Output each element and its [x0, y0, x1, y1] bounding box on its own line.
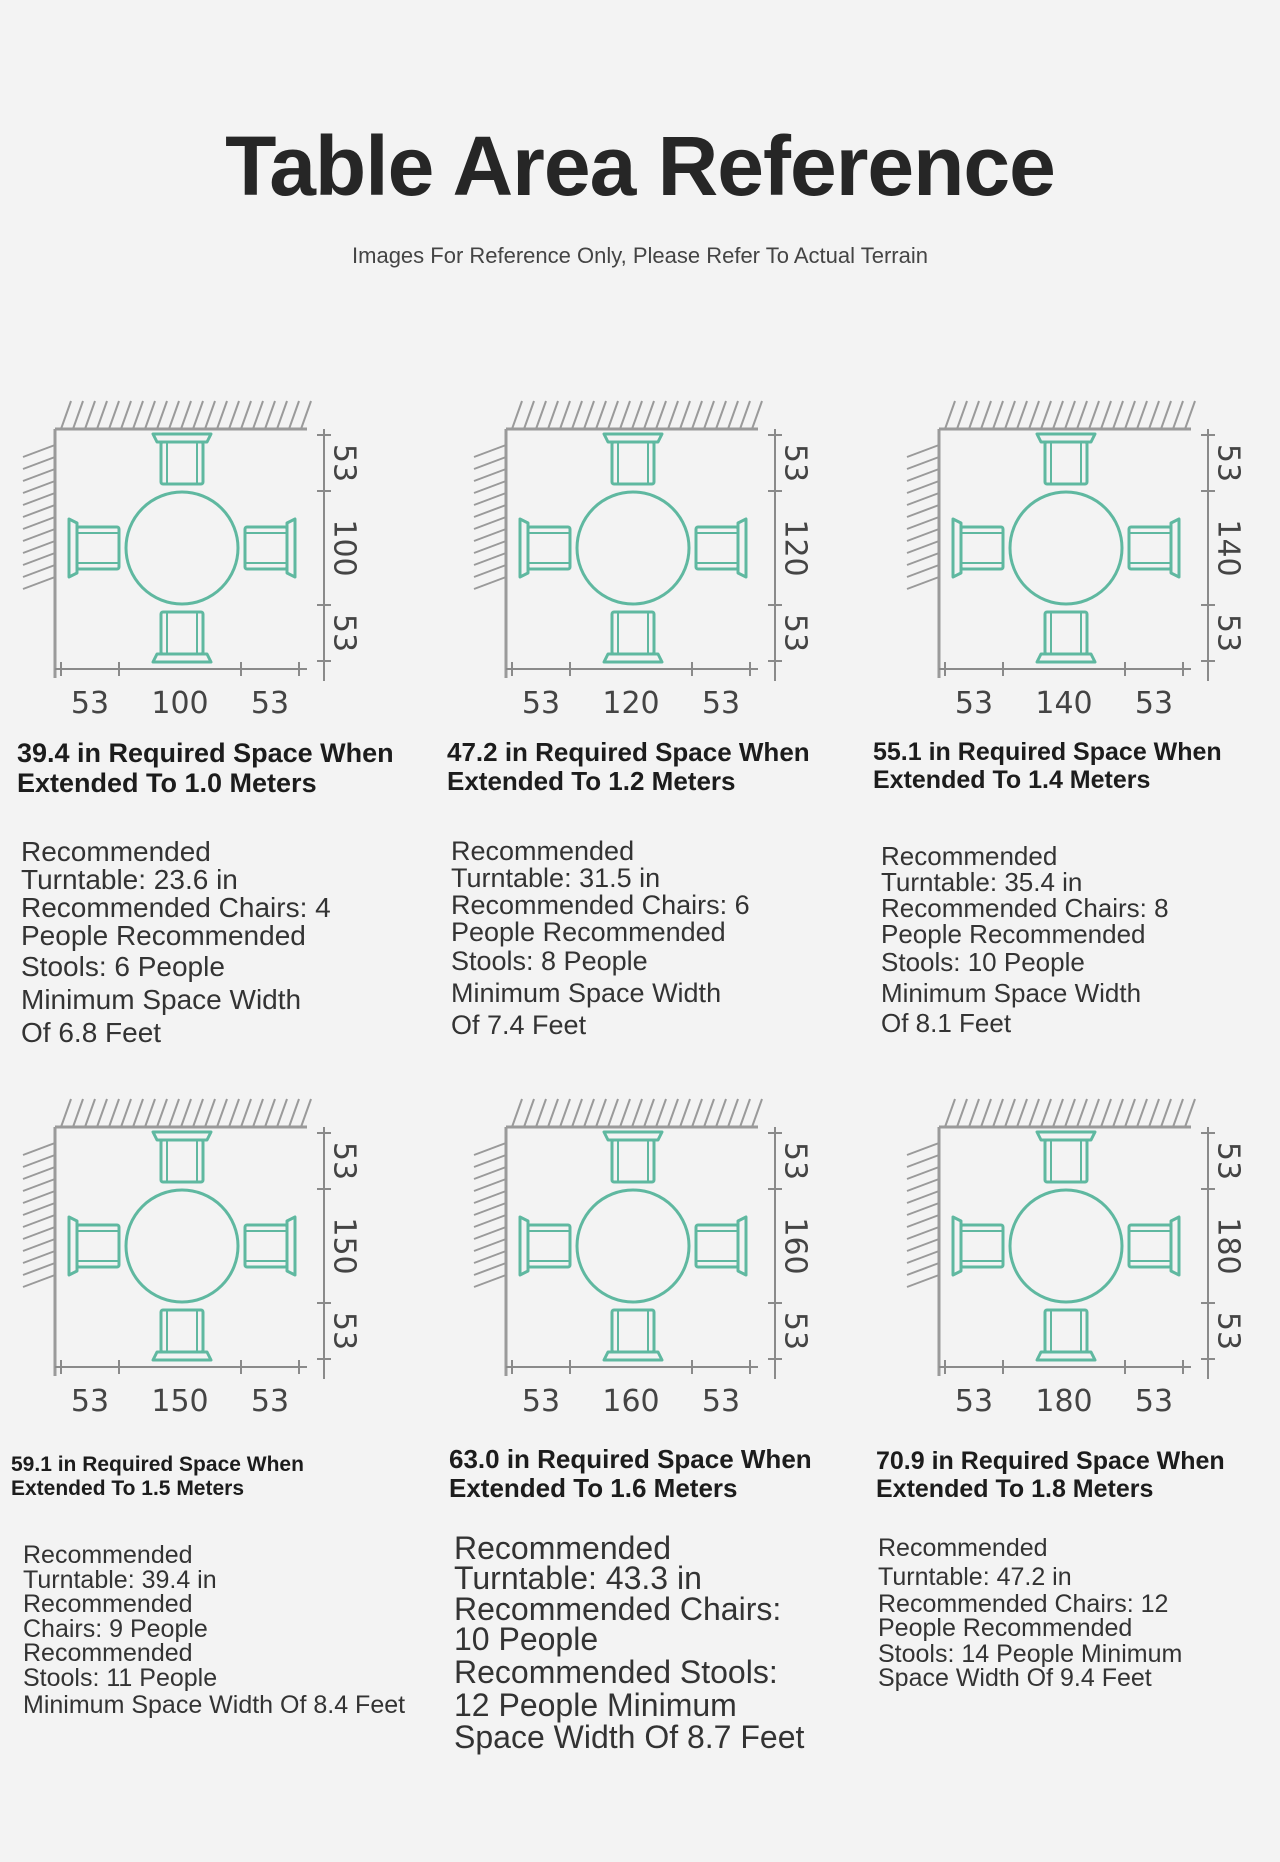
diagram-svg	[15, 1093, 365, 1423]
recommendation-details	[881, 843, 1169, 1039]
round-table	[577, 492, 689, 604]
detail-line: Recommended	[23, 1541, 193, 1569]
headline-line: 70.9 in Required Space When	[876, 1447, 1225, 1475]
chair-icon	[953, 519, 1003, 577]
round-table	[577, 1190, 689, 1302]
chair-icon	[1129, 1217, 1179, 1275]
detail-line: Stools: 8 People	[451, 946, 648, 976]
detail-line: Recommended Chairs: 6	[451, 890, 750, 920]
diagram-svg	[899, 1093, 1249, 1423]
dim-right-top: 53	[1210, 443, 1246, 483]
detail-line: Minimum Space Width	[21, 984, 302, 1016]
table-layout-diagram	[466, 395, 816, 730]
round-table	[126, 492, 238, 604]
chair-icon	[153, 1310, 211, 1360]
detail-line: Of 7.4 Feet	[451, 1009, 587, 1040]
detail-line: Recommended	[23, 1590, 193, 1618]
chair-icon	[604, 434, 662, 484]
recommendation-details	[878, 1534, 1183, 1692]
chair-icon	[153, 612, 211, 662]
dim-bottom-right: 53	[1134, 1384, 1174, 1419]
headline-line: 47.2 in Required Space When	[447, 737, 810, 767]
chair-icon	[245, 519, 295, 577]
chair-icon	[69, 1217, 119, 1275]
detail-line: Minimum Space Width	[451, 977, 722, 1008]
round-table	[1010, 492, 1122, 604]
dim-right-top: 53	[777, 443, 813, 483]
headline-line: Extended To 1.6 Meters	[449, 1473, 738, 1504]
dim-right-diameter: 160	[777, 1217, 813, 1275]
dim-right-diameter: 180	[1210, 1217, 1246, 1275]
detail-line: Of 6.8 Feet	[21, 1017, 162, 1049]
chair-icon	[153, 434, 211, 484]
detail-line: Recommended Stools:	[454, 1653, 778, 1690]
dim-bottom-right: 53	[250, 686, 290, 721]
chair-icon	[604, 1310, 662, 1360]
chair-icon	[69, 519, 119, 577]
dim-bottom-right: 53	[701, 686, 741, 721]
dim-right-diameter: 120	[777, 519, 813, 577]
chair-icon	[245, 1217, 295, 1275]
chair-icon	[696, 1217, 746, 1275]
round-table	[126, 1190, 238, 1302]
detail-line: Stools: 11 People	[23, 1663, 218, 1692]
detail-line: Recommended Chairs: 12	[878, 1590, 1169, 1619]
detail-line: Turntable: 47.2 in	[878, 1562, 1072, 1591]
chair-icon	[520, 519, 570, 577]
detail-line: Recommended Chairs:	[454, 1590, 782, 1627]
chair-icon	[1037, 434, 1095, 484]
table-layout-diagram	[899, 395, 1249, 730]
detail-line: Of 8.1 Feet	[881, 1008, 1012, 1039]
page-title: Table Area Reference	[225, 119, 1055, 213]
detail-line: People Recommended	[21, 920, 306, 951]
required-space-headline	[873, 738, 1222, 794]
detail-line: 10 People	[454, 1621, 599, 1658]
dim-bottom-left: 53	[954, 686, 994, 721]
dim-bottom-right: 53	[250, 1384, 290, 1419]
dim-right-top: 53	[326, 443, 362, 483]
headline-line: Extended To 1.0 Meters	[17, 768, 317, 799]
dim-bottom-diameter: 140	[1035, 686, 1093, 721]
detail-line: Chairs: 9 People	[23, 1614, 208, 1643]
dim-bottom-diameter: 120	[602, 686, 660, 721]
dim-right-top: 53	[777, 1141, 813, 1181]
dim-bottom-left: 53	[70, 686, 110, 721]
detail-line: Space Width Of 9.4 Feet	[878, 1664, 1152, 1692]
detail-line: Recommended Chairs: 4	[21, 892, 331, 923]
headline-line: Extended To 1.5 Meters	[11, 1476, 245, 1500]
headline-line: 55.1 in Required Space When	[873, 738, 1222, 766]
dim-bottom-left: 53	[521, 1384, 561, 1419]
headline-line: 39.4 in Required Space When	[17, 738, 394, 768]
detail-line: Stools: 6 People	[21, 951, 225, 982]
dim-bottom-diameter: 150	[151, 1384, 209, 1419]
headline-line: 63.0 in Required Space When	[449, 1444, 812, 1474]
required-space-headline	[876, 1447, 1225, 1503]
detail-line: Turntable: 39.4 in	[23, 1565, 217, 1594]
required-space-headline	[449, 1445, 812, 1503]
dim-bottom-diameter: 180	[1035, 1384, 1093, 1419]
required-space-headline	[17, 738, 394, 798]
chair-icon	[1129, 519, 1179, 577]
chair-icon	[520, 1217, 570, 1275]
dim-right-bottom: 53	[1210, 613, 1246, 653]
dim-right-top: 53	[326, 1141, 362, 1181]
dim-bottom-left: 53	[954, 1384, 994, 1419]
round-table	[1010, 1190, 1122, 1302]
dim-right-bottom: 53	[326, 1311, 362, 1351]
chair-icon	[696, 519, 746, 577]
dim-right-diameter: 150	[326, 1217, 362, 1275]
page-subtitle: Images For Reference Only, Please Refer To Actual Terrain	[352, 243, 928, 268]
dim-right-bottom: 53	[1210, 1311, 1246, 1351]
detail-line: People Recommended	[451, 917, 726, 947]
chair-icon	[604, 1132, 662, 1182]
detail-line: 12 People Minimum	[454, 1686, 737, 1723]
chair-icon	[1037, 612, 1095, 662]
diagram-svg	[899, 395, 1249, 725]
detail-line: Recommended	[451, 836, 635, 866]
chair-icon	[953, 1217, 1003, 1275]
dim-bottom-right: 53	[701, 1384, 741, 1419]
recommendation-details	[21, 838, 331, 1049]
detail-line: Turntable: 31.5 in	[451, 863, 661, 893]
detail-line: Recommended	[878, 1534, 1048, 1562]
recommendation-details	[23, 1543, 405, 1721]
detail-line: Stools: 10 People	[881, 947, 1085, 977]
dim-bottom-left: 53	[70, 1384, 110, 1419]
detail-line: Minimum Space Width	[881, 977, 1142, 1008]
detail-line: Turntable: 23.6 in	[21, 864, 238, 895]
dim-bottom-diameter: 100	[151, 686, 209, 721]
headline-line: 59.1 in Required Space When	[11, 1453, 304, 1476]
recommendation-details	[451, 838, 750, 1042]
dim-right-diameter: 140	[1210, 519, 1246, 577]
detail-line: People Recommended	[881, 919, 1146, 949]
chair-icon	[153, 1132, 211, 1182]
headline-line: Extended To 1.2 Meters	[447, 766, 736, 797]
detail-line: Recommended Chairs: 8	[881, 893, 1169, 923]
headline-line: Extended To 1.4 Meters	[873, 766, 1151, 794]
headline-line: Extended To 1.8 Meters	[876, 1475, 1154, 1503]
recommendation-details	[454, 1530, 805, 1756]
dim-bottom-right: 53	[1134, 686, 1174, 721]
dim-bottom-left: 53	[521, 686, 561, 721]
detail-line: People Recommended	[878, 1614, 1133, 1642]
detail-line: Minimum Space Width Of 8.4 Feet	[23, 1691, 406, 1719]
table-layout-diagram	[466, 1093, 816, 1428]
required-space-headline	[447, 738, 810, 796]
required-space-headline	[11, 1453, 304, 1500]
diagram-svg	[15, 395, 365, 725]
table-layout-diagram	[15, 1093, 365, 1428]
detail-line: Turntable: 43.3 in	[454, 1560, 702, 1597]
dim-bottom-diameter: 160	[602, 1384, 660, 1419]
table-layout-diagram	[899, 1093, 1249, 1428]
detail-line: Turntable: 35.4 in	[881, 867, 1083, 897]
dim-right-bottom: 53	[777, 1311, 813, 1351]
detail-line: Recommended	[454, 1530, 671, 1566]
diagram-svg	[466, 1093, 816, 1423]
chair-icon	[1037, 1132, 1095, 1182]
diagram-svg	[466, 395, 816, 725]
chair-icon	[604, 612, 662, 662]
table-layout-diagram	[15, 395, 365, 730]
dim-right-diameter: 100	[326, 519, 362, 577]
detail-line: Space Width Of 8.7 Feet	[454, 1719, 805, 1756]
dim-right-bottom: 53	[326, 613, 362, 653]
detail-line: Recommended	[21, 836, 211, 867]
chair-icon	[1037, 1310, 1095, 1360]
detail-line: Recommended	[881, 841, 1058, 871]
dim-right-top: 53	[1210, 1141, 1246, 1181]
detail-line: Recommended	[23, 1639, 193, 1667]
dim-right-bottom: 53	[777, 613, 813, 653]
detail-line: Stools: 14 People Minimum	[878, 1639, 1183, 1668]
